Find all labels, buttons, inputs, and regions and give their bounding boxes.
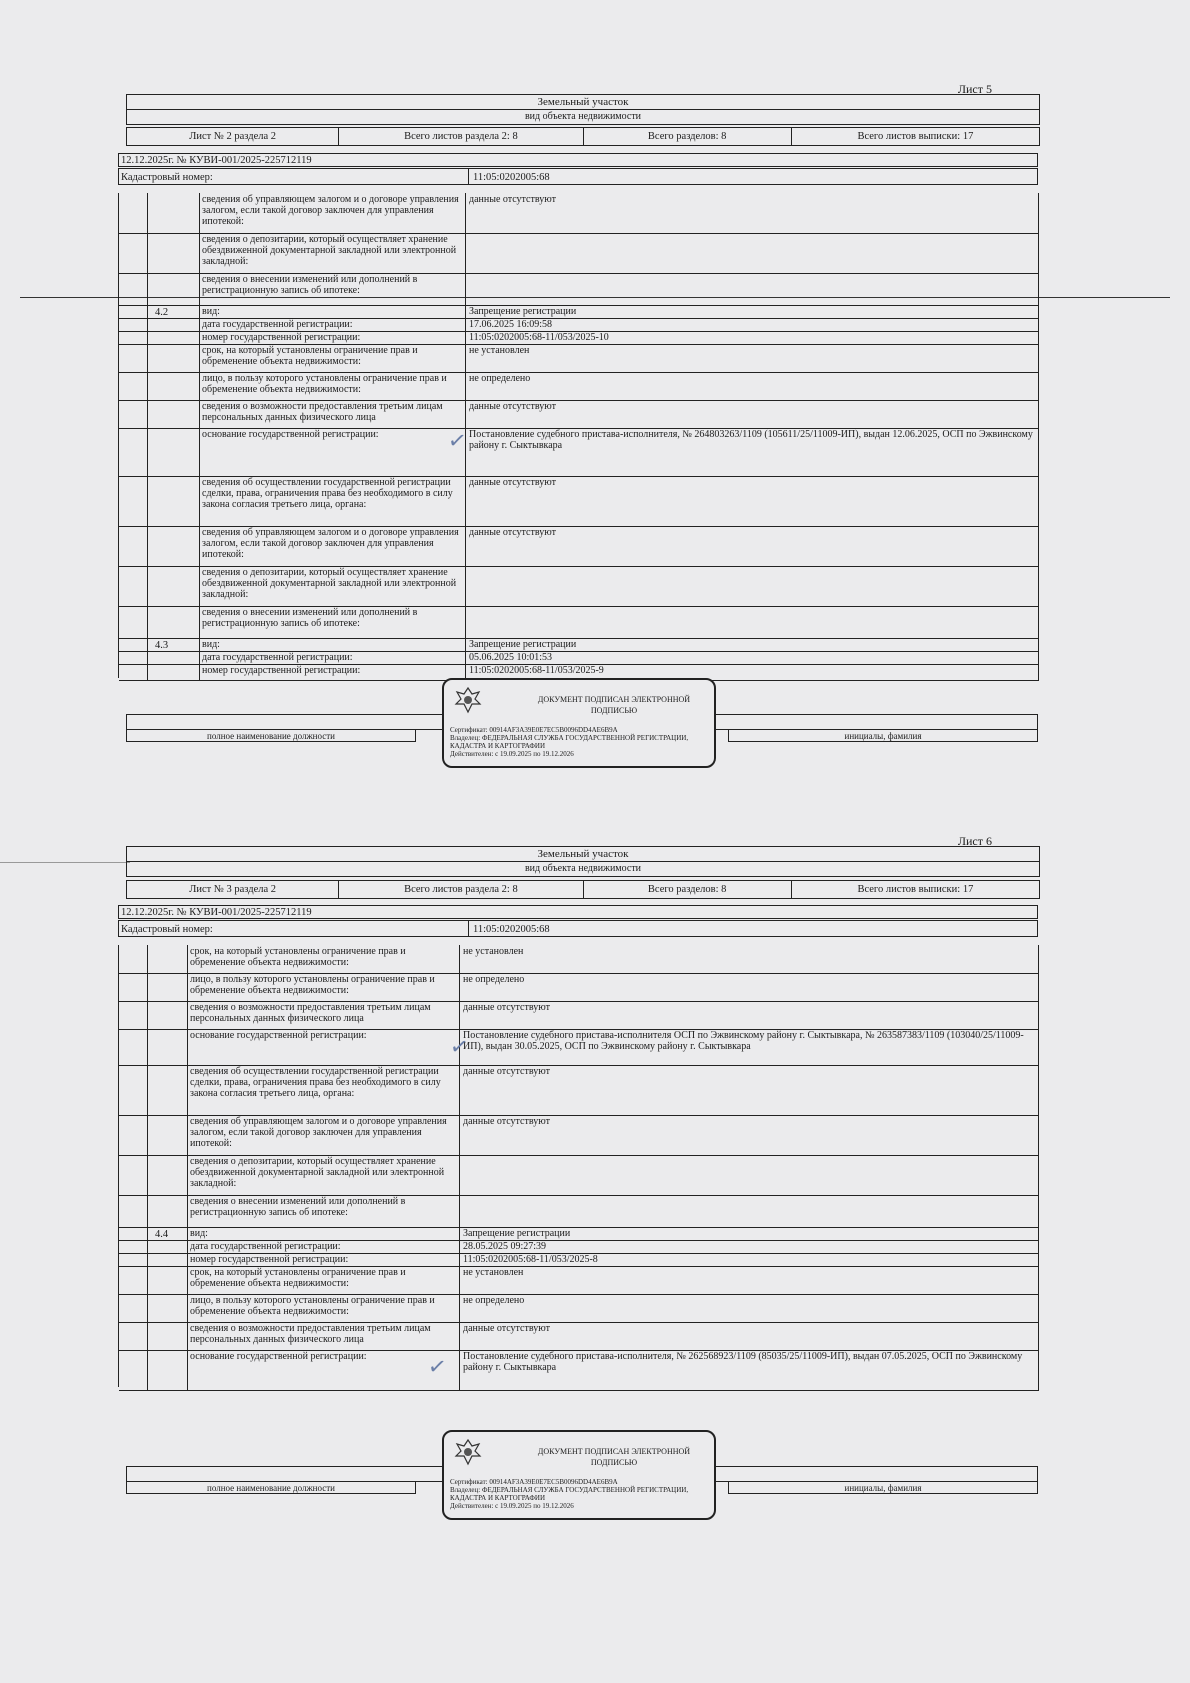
field-label: сведения о внесении изменений или дополнений в регистрационную запись об ипотеке: bbox=[187, 1195, 459, 1227]
stamp-title: ДОКУМЕНТ ПОДПИСАН ЭЛЕКТРОННОЙ ПОДПИСЬЮ bbox=[537, 1447, 691, 1467]
table-row bbox=[119, 973, 1039, 1002]
field-value: данные отсутствуют bbox=[459, 1115, 1039, 1155]
field-value: 28.05.2025 09:27:39 bbox=[459, 1240, 1039, 1253]
field-label: основание государственной регистрации: bbox=[199, 428, 465, 476]
table-row bbox=[119, 651, 1039, 665]
table-row bbox=[119, 1065, 1039, 1116]
encumbrance-table bbox=[118, 945, 1039, 1387]
field-label: вид: bbox=[199, 305, 465, 318]
e-signature-stamp bbox=[442, 678, 716, 768]
field-value bbox=[465, 566, 1039, 606]
checkmark: ✓ bbox=[426, 1352, 449, 1381]
field-value: Постановление судебного пристава-исполнителя ОСП по Эжвинскому району г. Сыктывкара, № 263587383/1109 (103040/25/11009-ИП), выдан 30.05.2025, ОСП по Эжвинскому району г. Сыктывкара bbox=[459, 1029, 1039, 1065]
field-value: не определено bbox=[459, 1294, 1039, 1322]
table-row bbox=[119, 400, 1039, 429]
registration-number: 12.12.2025г. № КУВИ-001/2025-225712119 bbox=[118, 153, 1038, 167]
object-subtitle: вид объекта недвижимости bbox=[524, 111, 642, 122]
object-subtitle: вид объекта недвижимости bbox=[524, 863, 642, 874]
table-row bbox=[119, 233, 1039, 274]
table-row bbox=[119, 1155, 1039, 1196]
table-row bbox=[119, 1195, 1039, 1228]
field-label: сведения о депозитарии, который осуществляет хранение обездвиженной документарной закладной или электронной закладной: bbox=[187, 1155, 459, 1195]
field-label: сведения о внесении изменений или дополнений в регистрационную запись об ипотеке: bbox=[199, 606, 465, 638]
field-label: номер государственной регистрации: bbox=[199, 331, 465, 344]
field-label: вид: bbox=[199, 638, 465, 651]
field-label: сведения об управляющем залогом и о договоре управления залогом, если такой договор заключен для управления ипотекой: bbox=[199, 526, 465, 566]
name-label: инициалы, фамилия bbox=[728, 1482, 1038, 1494]
field-value: Постановление судебного пристава-исполнителя, № 264803263/1109 (105611/25/11009-ИП), выдан 12.06.2025, ОСП по Эжвинскому району г. Сыктывкара bbox=[465, 428, 1039, 476]
field-value: Запрещение регистрации bbox=[465, 638, 1039, 651]
field-label: лицо, в пользу которого установлены ограничение прав и обременение объекта недвижимости: bbox=[187, 973, 459, 1001]
field-label: срок, на который установлены ограничение прав и обременение объекта недвижимости: bbox=[199, 344, 465, 372]
scan-artifact-line bbox=[0, 862, 130, 863]
cadastral-number-row bbox=[118, 920, 1038, 937]
field-label: сведения об осуществлении государственной регистрации сделки, права, ограничения права без необходимого в силу закона согласия третьего лица, органа: bbox=[199, 476, 465, 526]
field-label: лицо, в пользу которого установлены ограничение прав и обременение объекта недвижимости: bbox=[199, 372, 465, 400]
stamp-title: ДОКУМЕНТ ПОДПИСАН ЭЛЕКТРОННОЙ ПОДПИСЬЮ bbox=[537, 695, 691, 715]
table-row bbox=[119, 526, 1039, 567]
column-divider bbox=[147, 945, 148, 1390]
field-value bbox=[459, 1155, 1039, 1195]
field-label: срок, на который установлены ограничение прав и обременение объекта недвижимости: bbox=[187, 1266, 459, 1294]
field-label: лицо, в пользу которого установлены ограничение прав и обременение объекта недвижимости: bbox=[187, 1294, 459, 1322]
table-row bbox=[119, 945, 1039, 974]
table-row bbox=[119, 1227, 1039, 1241]
registration-number: 12.12.2025г. № КУВИ-001/2025-225712119 bbox=[118, 905, 1038, 919]
field-value: 11:05:0202005:68-11/053/2025-9 bbox=[465, 664, 1039, 680]
field-value bbox=[459, 1195, 1039, 1227]
table-row bbox=[119, 318, 1039, 332]
meta-section-sheets: Всего листов раздела 2: 8 bbox=[339, 128, 583, 145]
meta-sheet-of-section: Лист № 2 раздела 2 bbox=[127, 128, 339, 145]
sheet-meta bbox=[126, 127, 1040, 146]
table-row bbox=[119, 344, 1039, 373]
table-row bbox=[119, 1029, 1039, 1066]
table-row bbox=[119, 476, 1039, 527]
table-row bbox=[119, 606, 1039, 639]
field-value: не установлен bbox=[459, 945, 1039, 973]
object-header bbox=[126, 94, 1040, 125]
object-title: Земельный участок bbox=[127, 847, 1039, 862]
table-row bbox=[119, 1322, 1039, 1351]
field-value: 17.06.2025 16:09:58 bbox=[465, 318, 1039, 331]
stamp-validity: Действителен: с 19.09.2025 по 19.12.2026 bbox=[450, 750, 574, 758]
table-row bbox=[119, 193, 1039, 234]
field-value: 11:05:0202005:68-11/053/2025-10 bbox=[465, 331, 1039, 344]
field-value: данные отсутствуют bbox=[465, 526, 1039, 566]
checkmark: ✓ bbox=[446, 426, 469, 455]
field-value: 05.06.2025 10:01:53 bbox=[465, 651, 1039, 664]
field-value: данные отсутствуют bbox=[459, 1322, 1039, 1350]
field-label: сведения об управляющем залогом и о договоре управления залогом, если такой договор заключен для управления ипотекой: bbox=[187, 1115, 459, 1155]
object-title: Земельный участок bbox=[127, 95, 1039, 110]
field-value: Запрещение регистрации bbox=[465, 305, 1039, 318]
meta-sheet-of-section: Лист № 3 раздела 2 bbox=[127, 881, 339, 898]
field-value: Постановление судебного пристава-исполнителя, № 262568923/1109 (85035/25/11009-ИП), выдан 07.05.2025, ОСП по Эжвинскому району г. Сыктывкара bbox=[459, 1350, 1039, 1390]
field-value: 11:05:0202005:68-11/053/2025-8 bbox=[459, 1253, 1039, 1266]
emblem-icon bbox=[454, 1438, 482, 1466]
table-row bbox=[119, 1001, 1039, 1030]
field-label: сведения о возможности предоставления третьим лицам персональных данных физического лица bbox=[199, 400, 465, 428]
table-row bbox=[119, 305, 1039, 319]
cadastral-label: Кадастровый номер: bbox=[121, 172, 213, 183]
stamp-certificate: Сертификат: 00914AF3A39E0E7EC5B0096DD4AE6B9A bbox=[450, 1478, 618, 1486]
meta-section-sheets: Всего листов раздела 2: 8 bbox=[339, 881, 583, 898]
field-label: сведения о депозитарии, который осуществляет хранение обездвиженной документарной закладной или электронной закладной: bbox=[199, 233, 465, 273]
table-row bbox=[119, 428, 1039, 477]
sheet-number: Лист 5 bbox=[957, 82, 992, 96]
row-number: 4.2 bbox=[155, 307, 169, 318]
table-row bbox=[119, 1253, 1039, 1267]
position-label: полное наименование должности bbox=[126, 730, 416, 742]
field-value: данные отсутствуют bbox=[459, 1065, 1039, 1115]
row-number: 4.3 bbox=[155, 640, 169, 651]
field-label: сведения о возможности предоставления третьим лицам персональных данных физического лица bbox=[187, 1322, 459, 1350]
checkmark: ✓ bbox=[448, 1032, 471, 1061]
meta-extract-sheets: Всего листов выписки: 17 bbox=[857, 884, 974, 895]
sheet-number: Лист 6 bbox=[957, 834, 992, 848]
table-row bbox=[119, 273, 1039, 306]
field-value: данные отсутствуют bbox=[459, 1001, 1039, 1029]
field-value: данные отсутствуют bbox=[465, 400, 1039, 428]
table-row bbox=[119, 331, 1039, 345]
field-label: срок, на который установлены ограничение прав и обременение объекта недвижимости: bbox=[187, 945, 459, 973]
field-label: дата государственной регистрации: bbox=[187, 1240, 459, 1253]
field-value: данные отсутствуют bbox=[465, 476, 1039, 526]
field-label: сведения о депозитарии, который осуществляет хранение обездвиженной документарной закладной или электронной закладной: bbox=[199, 566, 465, 606]
stamp-validity: Действителен: с 19.09.2025 по 19.12.2026 bbox=[450, 1502, 574, 1510]
field-value bbox=[465, 233, 1039, 273]
field-value: не установлен bbox=[465, 344, 1039, 372]
table-row bbox=[119, 1240, 1039, 1254]
table-row bbox=[119, 1350, 1039, 1391]
field-label: сведения об осуществлении государственной регистрации сделки, права, ограничения права без необходимого в силу закона согласия третьего лица, органа: bbox=[187, 1065, 459, 1115]
object-header bbox=[126, 846, 1040, 877]
field-label: дата государственной регистрации: bbox=[199, 651, 465, 664]
meta-extract-sheets: Всего листов выписки: 17 bbox=[857, 131, 974, 142]
table-row bbox=[119, 638, 1039, 652]
field-label: номер государственной регистрации: bbox=[199, 664, 465, 680]
column-divider bbox=[147, 193, 148, 680]
field-value: не установлен bbox=[459, 1266, 1039, 1294]
cadastral-value: 11:05:0202005:68 bbox=[468, 169, 550, 184]
table-row bbox=[119, 566, 1039, 607]
emblem-icon bbox=[454, 686, 482, 714]
field-label: номер государственной регистрации: bbox=[187, 1253, 459, 1266]
stamp-certificate: Сертификат: 00914AF3A39E0E7EC5B0096DD4AE6B9A bbox=[450, 726, 618, 734]
meta-sections-total: Всего разделов: 8 bbox=[584, 128, 792, 145]
field-value: не определено bbox=[465, 372, 1039, 400]
stamp-owner: Владелец: ФЕДЕРАЛЬНАЯ СЛУЖБА ГОСУДАРСТВЕННОЙ РЕГИСТРАЦИИ, КАДАСТРА И КАРТОГРАФИИ bbox=[450, 734, 689, 750]
field-value: Запрещение регистрации bbox=[459, 1227, 1039, 1240]
e-signature-stamp bbox=[442, 1430, 716, 1520]
cadastral-label: Кадастровый номер: bbox=[121, 924, 213, 935]
position-label: полное наименование должности bbox=[126, 1482, 416, 1494]
field-value bbox=[465, 273, 1039, 305]
row-number: 4.4 bbox=[155, 1229, 169, 1240]
sheet-meta bbox=[126, 880, 1040, 899]
stamp-owner: Владелец: ФЕДЕРАЛЬНАЯ СЛУЖБА ГОСУДАРСТВЕННОЙ РЕГИСТРАЦИИ, КАДАСТРА И КАРТОГРАФИИ bbox=[450, 1486, 689, 1502]
meta-sections-total: Всего разделов: 8 bbox=[584, 881, 792, 898]
field-label: дата государственной регистрации: bbox=[199, 318, 465, 331]
table-row bbox=[119, 1266, 1039, 1295]
table-row bbox=[119, 372, 1039, 401]
table-row bbox=[119, 1294, 1039, 1323]
field-label: вид: bbox=[187, 1227, 459, 1240]
encumbrance-table bbox=[118, 193, 1039, 678]
field-label: основание государственной регистрации: bbox=[187, 1029, 459, 1065]
cadastral-value: 11:05:0202005:68 bbox=[468, 921, 550, 936]
table-row bbox=[119, 1115, 1039, 1156]
field-value: данные отсутствуют bbox=[465, 193, 1039, 233]
field-label: сведения о внесении изменений или дополнений в регистрационную запись об ипотеке: bbox=[199, 273, 465, 305]
field-label: сведения об управляющем залогом и о договоре управления залогом, если такой договор заключен для управления ипотекой: bbox=[199, 193, 465, 233]
field-label: сведения о возможности предоставления третьим лицам персональных данных физического лица bbox=[187, 1001, 459, 1029]
field-label: основание государственной регистрации: bbox=[187, 1350, 459, 1390]
field-value bbox=[465, 606, 1039, 638]
cadastral-number-row bbox=[118, 168, 1038, 185]
field-value: не определено bbox=[459, 973, 1039, 1001]
name-label: инициалы, фамилия bbox=[728, 730, 1038, 742]
